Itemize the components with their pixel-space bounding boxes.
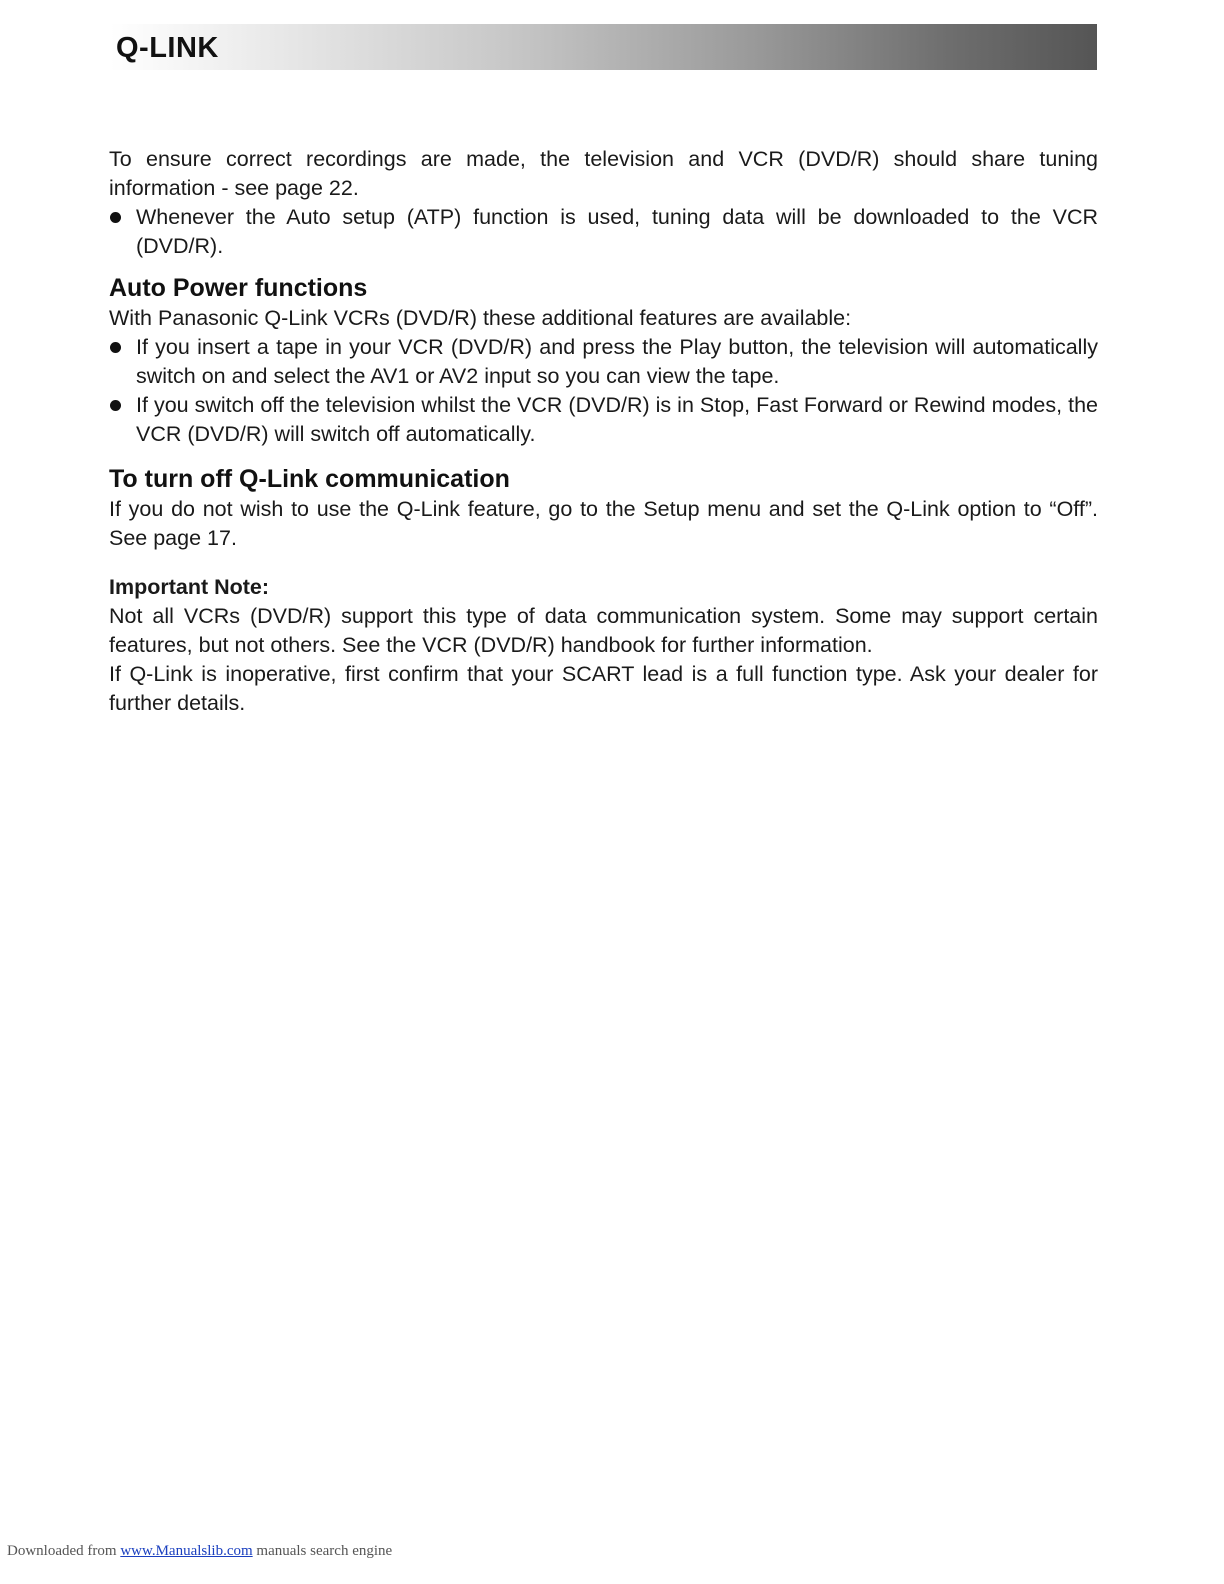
turn-off-section	[109, 463, 1098, 553]
auto-power-bullet-list	[109, 333, 1098, 449]
auto-power-section	[109, 272, 1098, 449]
bullet-text: Whenever the Auto setup (ATP) function is used, tuning data will be downloaded to the VCR (DVD/R).	[136, 205, 1098, 258]
list-item	[109, 203, 1098, 261]
intro-paragraph: To ensure correct recordings are made, the television and VCR (DVD/R) should share tuning information - see page 22.	[109, 147, 1098, 200]
footer-suffix: manuals search engine	[256, 1543, 393, 1559]
intro-section	[109, 145, 1098, 261]
page-content	[109, 145, 1098, 718]
list-item	[109, 333, 1098, 391]
bullet-icon	[110, 342, 121, 353]
important-note-section	[109, 573, 1098, 718]
manualslib-link[interactable]: www.Manualslib.com	[120, 1543, 253, 1559]
footer-prefix: Downloaded from	[7, 1543, 117, 1559]
bullet-icon	[110, 212, 121, 223]
bullet-text: If you switch off the television whilst the VCR (DVD/R) is in Stop, Fast Forward or Rewind modes, the VCR (DVD/R) will switch off automatically.	[136, 393, 1098, 446]
important-note-paragraph: Not all VCRs (DVD/R) support this type of data communication system. Some may support certain features, but not others. See the VCR (DVD/R) handbook for further information.	[109, 604, 1098, 657]
bullet-icon	[110, 400, 121, 411]
important-note-paragraph: If Q-Link is inoperative, first confirm that your SCART lead is a full function type. Ask your dealer for further details.	[109, 662, 1098, 715]
turn-off-paragraph: If you do not wish to use the Q-Link feature, go to the Setup menu and set the Q-Link option to “Off”. See page 17.	[109, 497, 1098, 550]
intro-bullet-list	[109, 203, 1098, 261]
page-header-bar	[110, 24, 1097, 70]
important-note-heading: Important Note:	[109, 575, 270, 599]
bullet-text: If you insert a tape in your VCR (DVD/R) and press the Play button, the television will automatically switch on and select the AV1 or AV2 input so you can view the tape.	[136, 335, 1098, 388]
page-title: Q-LINK	[116, 32, 219, 64]
list-item	[109, 391, 1098, 449]
section-heading-auto-power: Auto Power functions	[109, 274, 368, 302]
download-footer	[7, 1541, 392, 1561]
section-heading-turn-off: To turn off Q-Link communication	[109, 465, 510, 493]
auto-power-lead: With Panasonic Q-Link VCRs (DVD/R) these additional features are available:	[109, 306, 852, 330]
